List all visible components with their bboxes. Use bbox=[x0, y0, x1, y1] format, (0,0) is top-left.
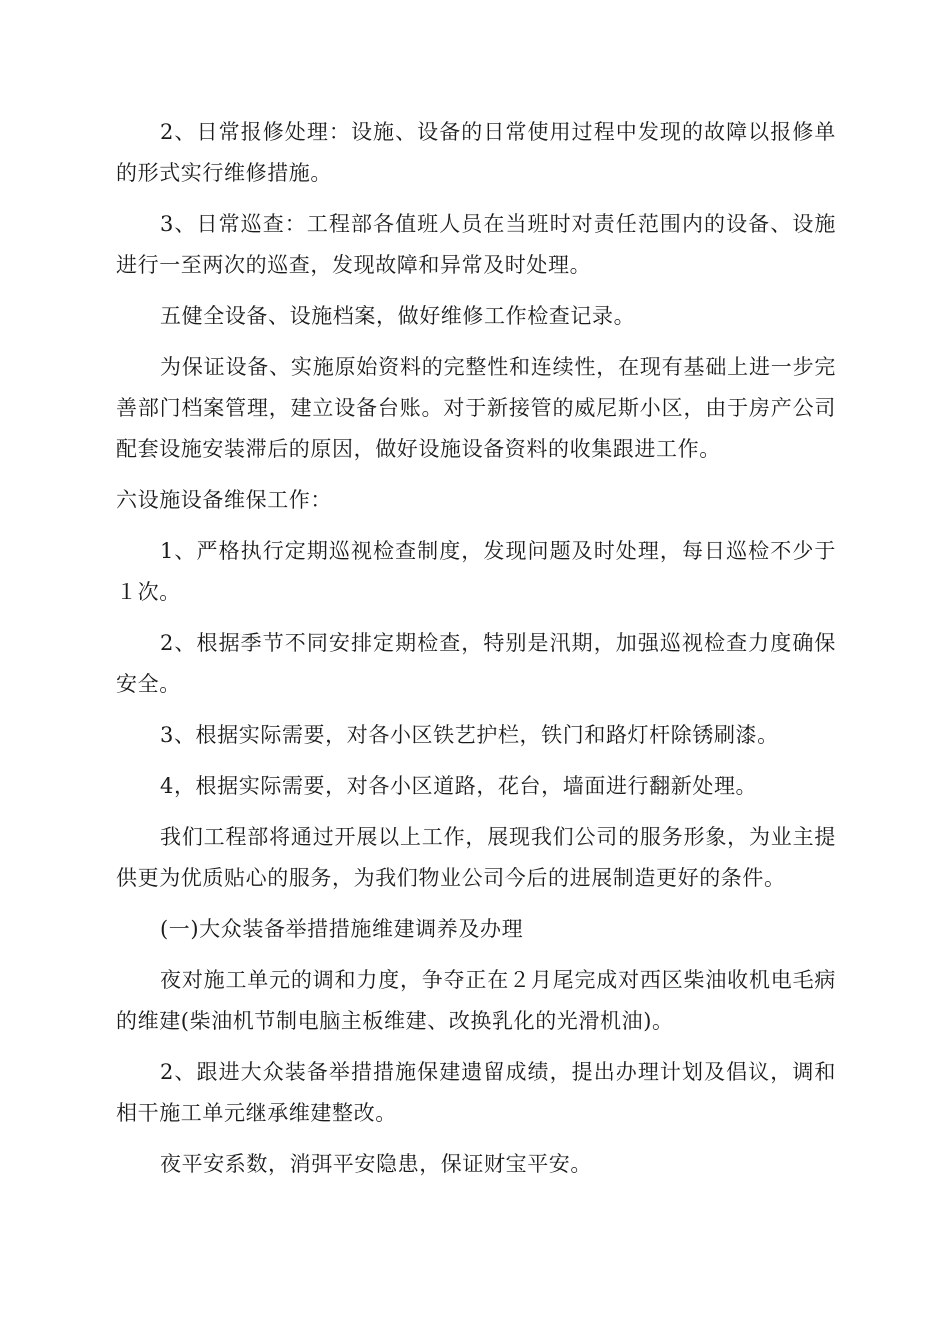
paragraph-seasonal-check: 2、根据季节不同安排定期检查，特别是汛期，加强巡视检查力度确保安全。 bbox=[116, 631, 836, 696]
paragraph-summary: 我们工程部将通过开展以上工作，展现我们公司的服务形象，为业主提供更为优质贴心的服务，为我们物业公司今后的进展制造更好的条件。 bbox=[116, 825, 836, 890]
paragraph-renovation: 4，根据实际需要，对各小区道路，花台，墙面进行翻新处理。 bbox=[160, 774, 758, 798]
paragraph-section-six-heading: 六设施设备维保工作： bbox=[116, 488, 332, 512]
paragraph-subsection-one-heading: (一)大众装备举措措施维建调养及办理 bbox=[160, 917, 524, 941]
paragraph-patrol-system: 1、严格执行定期巡视检查制度，发现问题及时处理，每日巡检不少于１次。 bbox=[116, 539, 836, 604]
paragraph-section-five-heading: 五健全设备、设施档案，做好维修工作检查记录。 bbox=[160, 304, 636, 328]
document-body bbox=[116, 112, 836, 1195]
paragraph-archive-management: 为保证设备、实施原始资料的完整性和连续性，在现有基础上进一步完善部门档案管理，建立设备台账。对于新接管的威尼斯小区，由于房产公司配套设施安装滞后的原因，做好设施设备资料的收集跟进工作。 bbox=[116, 355, 836, 461]
paragraph-rust-painting: 3、根据实际需要，对各小区铁艺护栏，铁门和路灯杆除锈刷漆。 bbox=[160, 723, 779, 747]
paragraph-safety: 夜平安系数，消弭平安隐患，保证财宝平安。 bbox=[160, 1152, 592, 1176]
paragraph-followup: 2、跟进大众装备举措措施保建遗留成绩，提出办理计划及倡议，调和相干施工单元继承维建整改。 bbox=[116, 1060, 836, 1125]
paragraph-daily-repair: 2、日常报修处理：设施、设备的日常使用过程中发现的故障以报修单的形式实行维修措施。 bbox=[116, 120, 836, 185]
paragraph-daily-inspection: 3、日常巡查：工程部各值班人员在当班时对责任范围内的设备、设施进行一至两次的巡查，发现故障和异常及时处理。 bbox=[116, 212, 836, 277]
paragraph-diesel-repair: 夜对施工单元的调和力度，争夺正在２月尾完成对西区柴油收机电毛病的维建(柴油机节制电脑主板维建、改换乳化的光滑机油)。 bbox=[116, 968, 836, 1033]
